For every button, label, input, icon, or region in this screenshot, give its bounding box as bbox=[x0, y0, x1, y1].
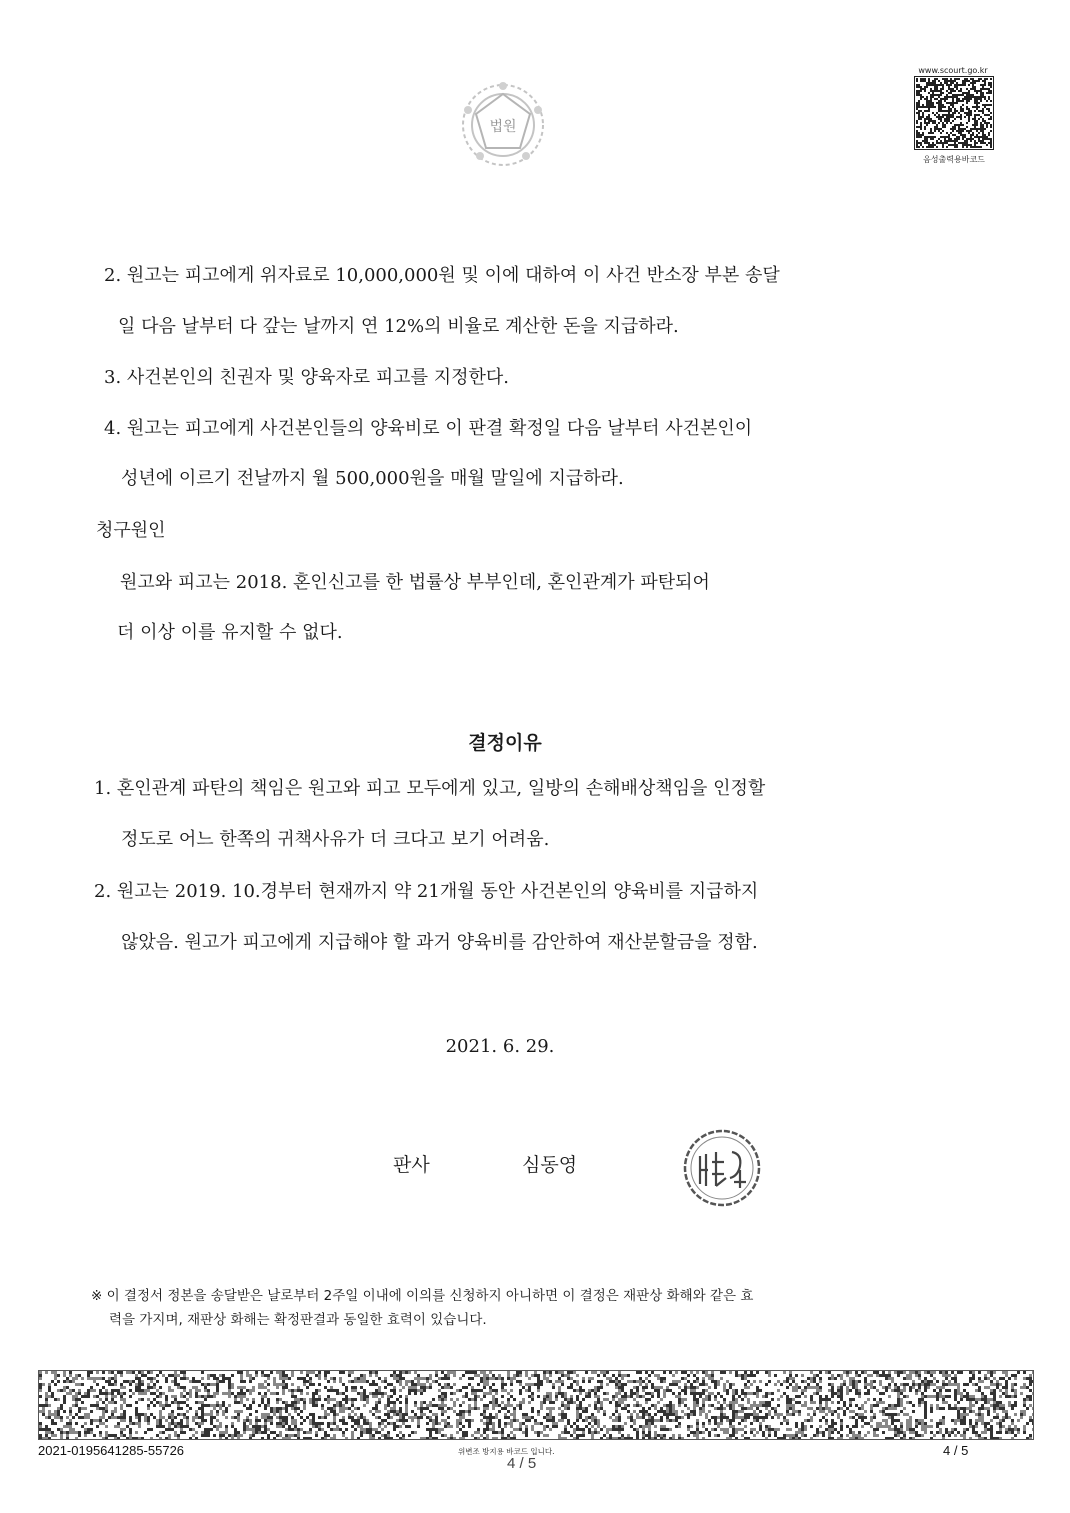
notice-line1: ※ 이 결정서 정본을 송달받은 날로부터 2주일 이내에 이의를 신청하지 아니하면 이 결정은 재판상 화해와 같은 효 bbox=[91, 1288, 754, 1304]
order-item-2-line1: 2. 원고는 피고에게 위자료로 10,000,000원 및 이에 대하여 이 사건 반소장 부본 송달 bbox=[104, 265, 780, 286]
order-item-4-line1: 4. 원고는 피고에게 사건본인들의 양육비로 이 판결 확정일 다음 날부터 사건본인이 bbox=[104, 418, 753, 439]
qr-code-icon bbox=[914, 76, 994, 150]
decision-date: 2021. 6. 29. bbox=[445, 1036, 555, 1057]
reason-1-line1: 1. 혼인관계 파탄의 책임은 원고와 피고 모두에게 있고, 일방의 손해배상책임을 인정할 bbox=[94, 778, 766, 799]
page-number-right: 4 / 5 bbox=[943, 1443, 969, 1458]
court-seal-icon bbox=[458, 80, 548, 170]
reason-1-line2: 정도로 어느 한쪽의 귀책사유가 더 크다고 보기 어려움. bbox=[121, 829, 550, 850]
notice-line2: 력을 가지며, 재판상 화해는 확정판결과 동일한 효력이 있습니다. bbox=[109, 1312, 487, 1328]
barcode-note: 위변조 방지용 바코드 입니다. bbox=[458, 1447, 555, 1456]
judge-name: 심동영 bbox=[522, 1154, 578, 1176]
page-number-center: 4 / 5 bbox=[507, 1455, 537, 1472]
reason-2-line2: 않았음. 원고가 피고에게 지급해야 할 과거 양육비를 감안하여 재산분할금을 정함. bbox=[121, 932, 758, 953]
judge-title: 판사 bbox=[393, 1154, 430, 1176]
order-item-3: 3. 사건본인의 친권자 및 양육자로 피고를 지정한다. bbox=[104, 367, 509, 388]
order-item-2-line2: 일 다음 날부터 다 갚는 날까지 연 12%의 비율로 계산한 돈을 지급하라. bbox=[118, 316, 679, 337]
reason-2-line1: 2. 원고는 2019. 10.경부터 현재까지 약 21개월 동안 사건본인의 양육비를 지급하지 bbox=[94, 881, 759, 902]
claim-line2: 더 이상 이를 유지할 수 없다. bbox=[117, 622, 343, 643]
claim-heading: 청구원인 bbox=[96, 520, 166, 541]
reasons-heading: 결정이유 bbox=[468, 732, 542, 754]
seal-text: 법원 bbox=[489, 119, 517, 135]
anti-forgery-barcode-icon bbox=[38, 1370, 1034, 1440]
judge-stamp-icon bbox=[680, 1126, 764, 1210]
barcode-caption: 음성출력용바코드 bbox=[923, 155, 985, 164]
claim-line1: 원고와 피고는 2018. 혼인신고를 한 법률상 부부인데, 혼인관계가 파탄되어 bbox=[120, 572, 710, 593]
document-number: 2021-0195641285-55726 bbox=[38, 1443, 185, 1458]
website-url: www.scourt.go.kr bbox=[918, 66, 988, 75]
order-item-4-line2: 성년에 이르기 전날까지 월 500,000원을 매월 말일에 지급하라. bbox=[121, 468, 624, 489]
